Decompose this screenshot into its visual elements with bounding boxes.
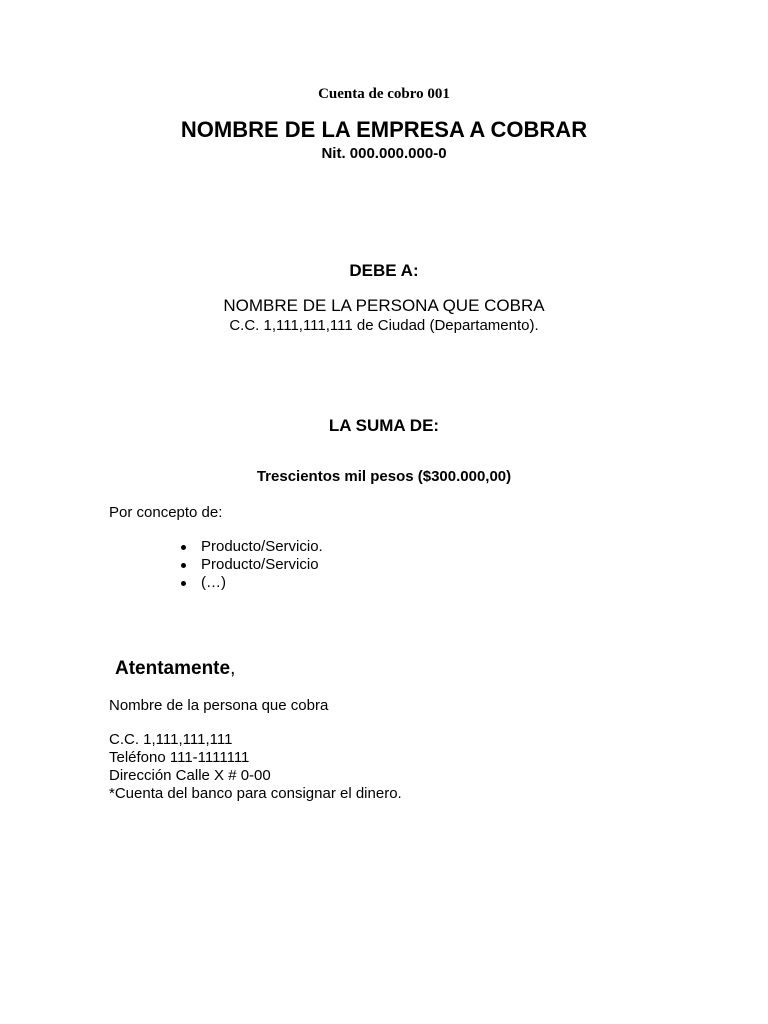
- creditor-id-line: C.C. 1,111,111,111 de Ciudad (Departamento).: [229, 317, 539, 334]
- signer-name: Nombre de la persona que cobra: [109, 697, 329, 714]
- creditor-name: NOMBRE DE LA PERSONA QUE COBRA: [223, 296, 545, 315]
- document-reference: Cuenta de cobro 001: [318, 86, 450, 102]
- list-item-text: Producto/Servicio: [201, 556, 319, 573]
- amount-text: Trescientos mil pesos ($300.000,00): [256, 468, 512, 485]
- bullet-icon: [181, 563, 186, 568]
- bank-account-note: *Cuenta del banco para consignar el dinero.: [109, 785, 402, 802]
- concept-label: Por concepto de:: [109, 504, 223, 521]
- list-item: [181, 574, 323, 592]
- bullet-icon: [181, 581, 186, 586]
- signer-phone: Teléfono 111-1111111: [109, 749, 250, 766]
- list-item-text: (…): [201, 574, 226, 591]
- closing-regards: [115, 658, 235, 680]
- list-item: [181, 538, 323, 556]
- regards-punctuation: ,: [230, 658, 236, 679]
- list-item-text: Producto/Servicio.: [201, 538, 323, 555]
- concept-list: [181, 538, 323, 592]
- signer-id: C.C. 1,111,111,111: [109, 731, 233, 748]
- company-name: NOMBRE DE LA EMPRESA A COBRAR: [180, 117, 588, 142]
- la-suma-de-heading: LA SUMA DE:: [328, 416, 440, 435]
- signer-address: Dirección Calle X # 0-00: [109, 767, 271, 784]
- bullet-icon: [181, 545, 186, 550]
- signer-details: [109, 731, 402, 803]
- regards-word: Atentamente: [115, 658, 231, 679]
- list-item: [181, 556, 323, 574]
- company-nit: Nit. 000.000.000-0: [321, 145, 447, 162]
- debe-a-heading: DEBE A:: [349, 261, 419, 280]
